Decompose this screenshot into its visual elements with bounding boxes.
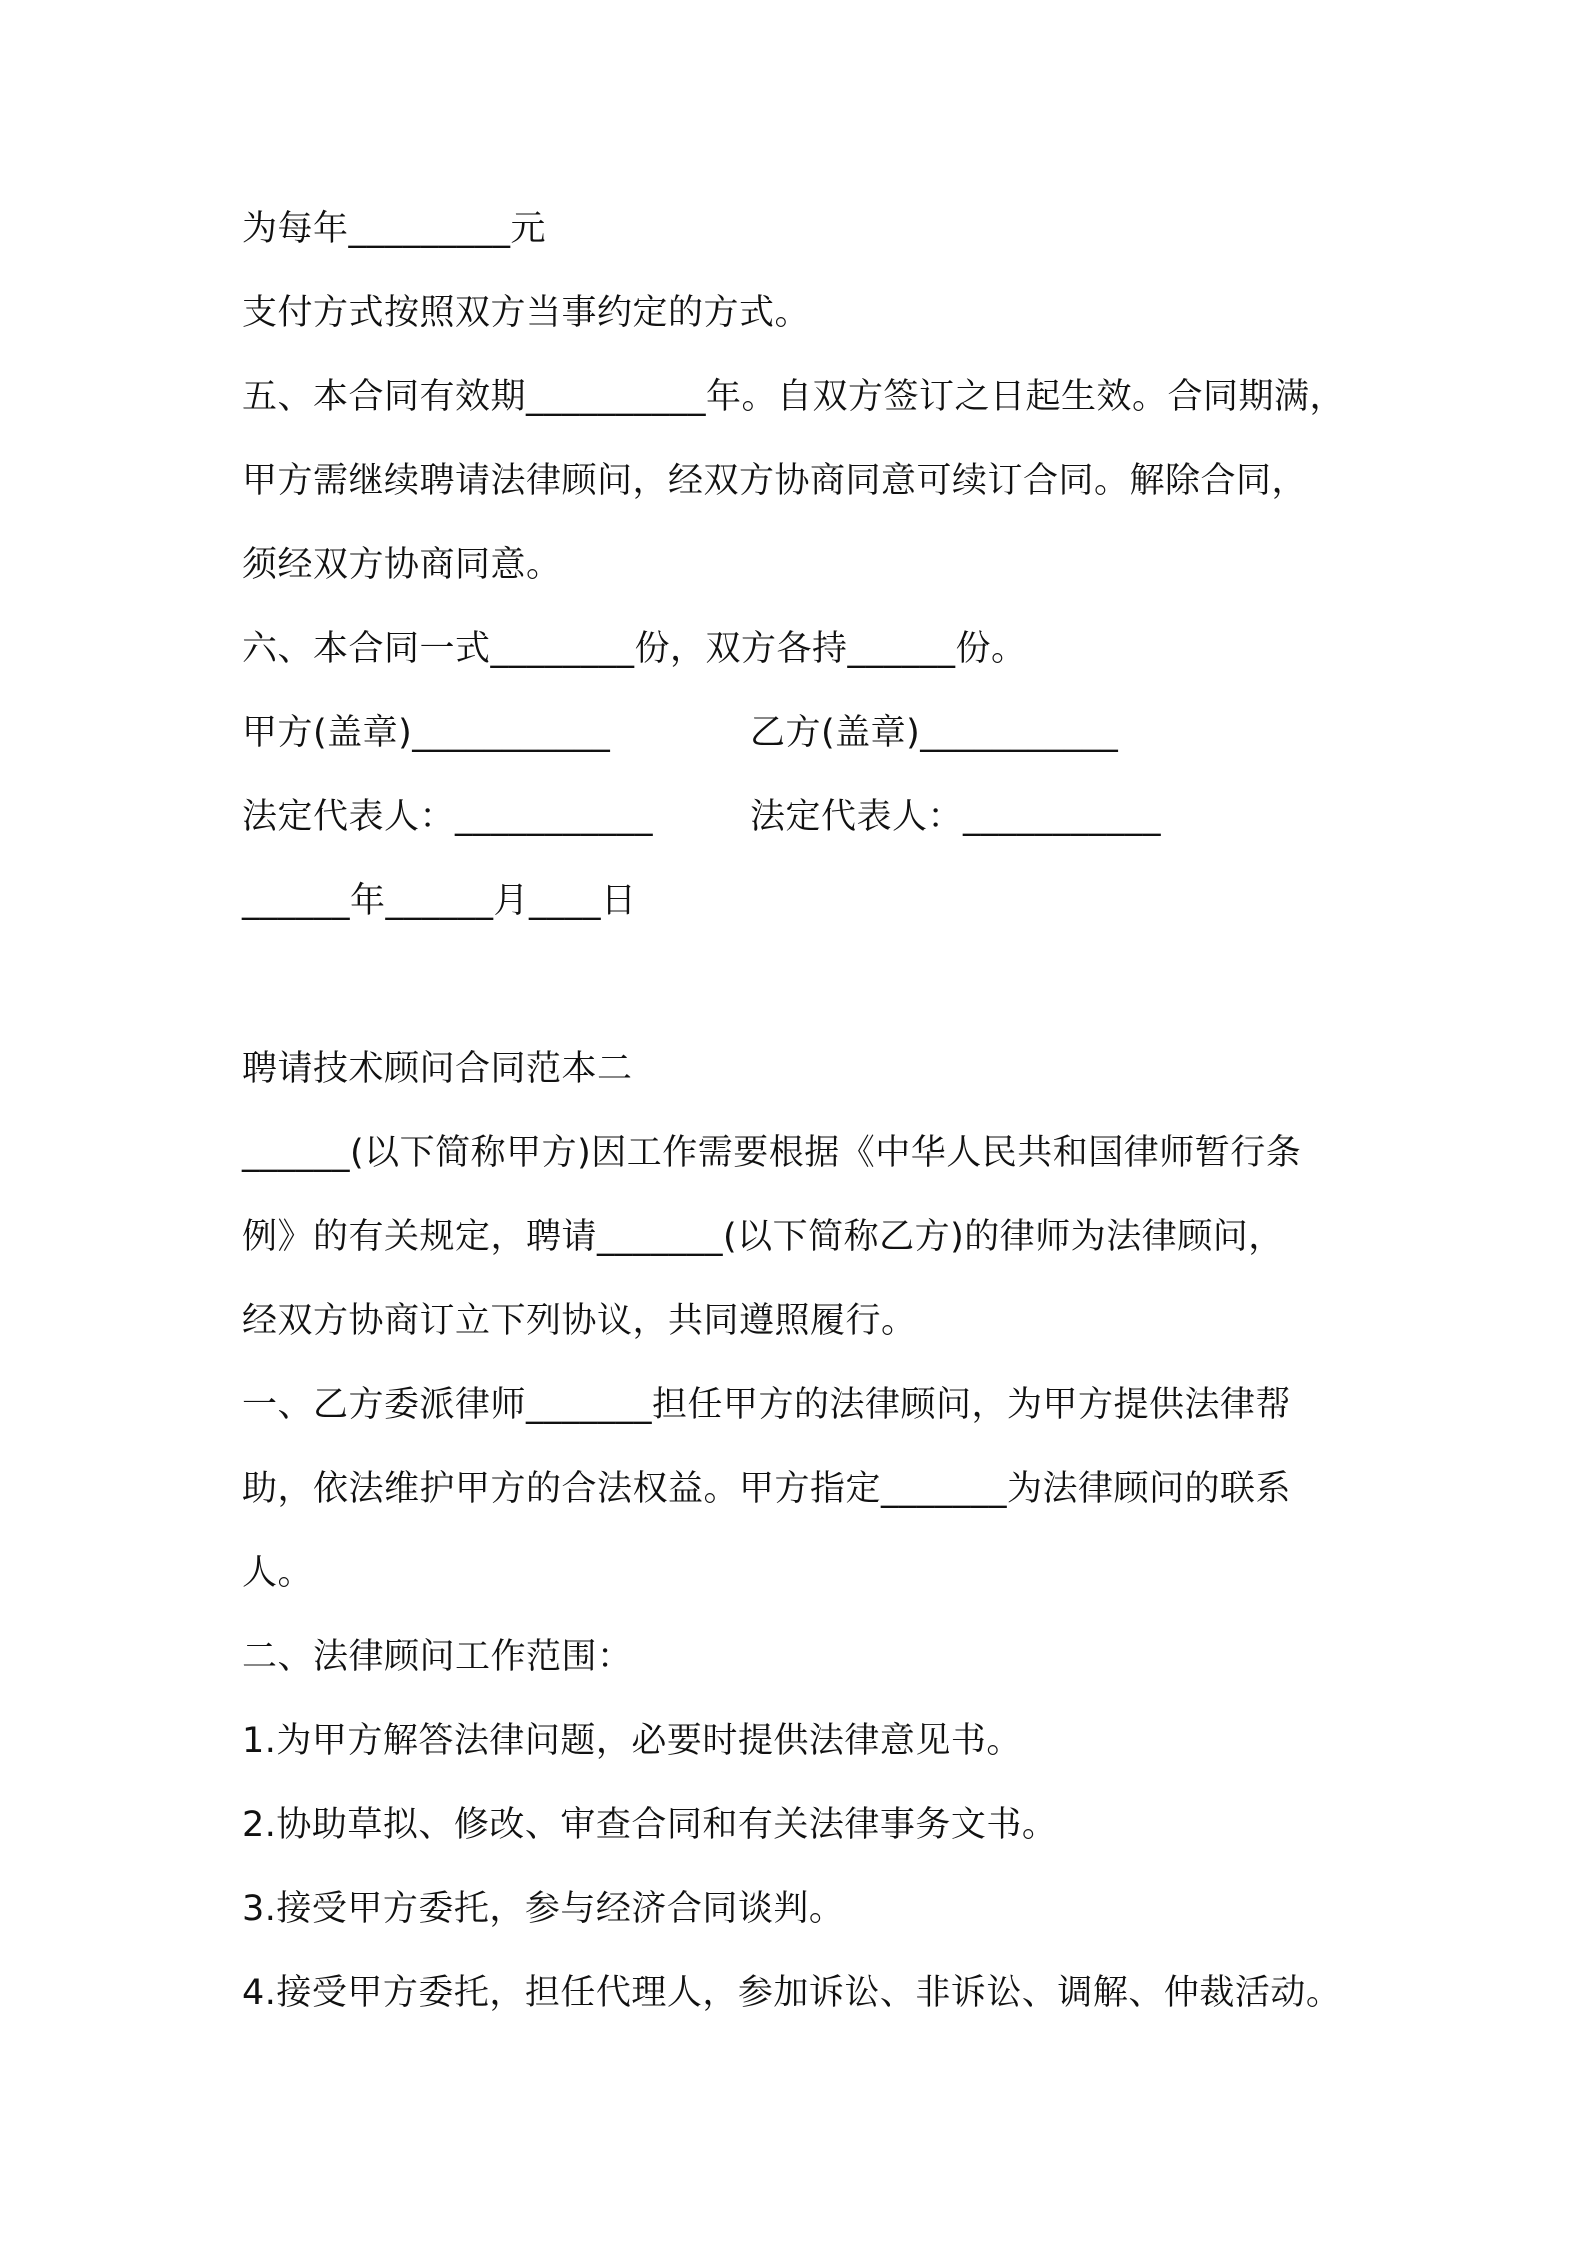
- clause1-line-2: 助，依法维护甲方的合法权益。甲方指定_______为法律顾问的联系: [242, 1469, 1292, 1509]
- clause1-line-3: 人。: [242, 1553, 314, 1593]
- intro-line-3: 经双方协商订立下列协议，共同遵照履行。: [242, 1301, 917, 1341]
- party-b-representative: 法定代表人：___________: [750, 797, 1162, 837]
- clause5-line-1: 五、本合同有效期__________年。自双方签订之日起生效。合同期满，: [242, 377, 1346, 417]
- scope-item-2: 2.协助草拟、修改、审查合同和有关法律事务文书。: [242, 1805, 1058, 1845]
- scope-item-4: 4.接受甲方委托，担任代理人，参加诉讼、非诉讼、调解、仲裁活动。: [242, 1973, 1342, 2013]
- clause2-heading: 二、法律顾问工作范围：: [242, 1637, 633, 1677]
- scope-item-1: 1.为甲方解答法律问题，必要时提供法律意见书。: [242, 1721, 1022, 1761]
- party-a-representative: 法定代表人：___________: [242, 797, 654, 837]
- fee-line: 为每年_________元: [242, 209, 547, 249]
- intro-line-2: 例》的有关规定，聘请_______(以下简称乙方)的律师为法律顾问，: [242, 1217, 1284, 1257]
- section-title: 聘请技术顾问合同范本二: [242, 1049, 633, 1089]
- party-b-seal: 乙方(盖章)___________: [750, 713, 1119, 753]
- payment-method-line: 支付方式按照双方当事约定的方式。: [242, 293, 811, 333]
- signature-date: ______年______月____日: [242, 881, 637, 921]
- clause6-line: 六、本合同一式________份，双方各持______份。: [242, 629, 1027, 669]
- scope-item-3: 3.接受甲方委托，参与经济合同谈判。: [242, 1889, 845, 1929]
- clause5-line-2: 甲方需继续聘请法律顾问，经双方协商同意可续订合同。解除合同，: [242, 461, 1308, 501]
- clause5-line-3: 须经双方协商同意。: [242, 545, 562, 585]
- clause1-line-1: 一、乙方委派律师_______担任甲方的法律顾问，为甲方提供法律帮: [242, 1385, 1292, 1425]
- party-a-seal: 甲方(盖章)___________: [242, 713, 611, 753]
- intro-line-1: ______(以下简称甲方)因工作需要根据《中华人民共和国律师暂行条: [242, 1133, 1302, 1173]
